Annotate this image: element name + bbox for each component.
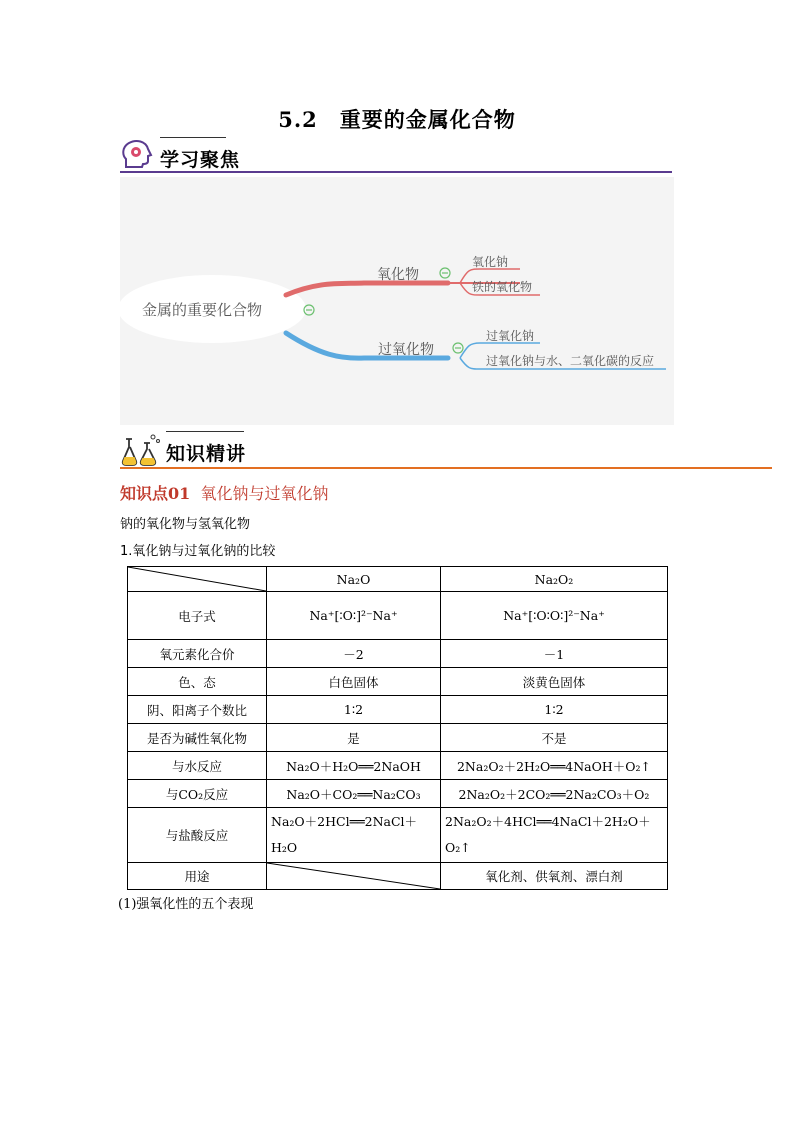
cell-value: Na₂O＋CO₂══Na₂CO₃ [267,780,441,808]
cell-value: 1∶2 [441,696,668,724]
table-row [128,696,668,724]
mindmap-root-label: 金属的重要化合物 [142,301,263,319]
header-overline [166,431,244,432]
section-rule [120,467,772,469]
row-label: 色、态 [128,668,267,696]
table-row [128,668,668,696]
page-title: 5.2 重要的金属化合物 [278,107,516,132]
column-header: Na₂O₂ [441,567,668,592]
flask-icon [120,433,162,465]
branch-line-oxides [286,283,448,295]
row-label: 阴、阳离子个数比 [128,696,267,724]
row-label: 氧元素化合价 [128,640,267,668]
section-header-knowledge [120,431,672,467]
row-label: 电子式 [128,592,267,640]
header-overline [160,137,226,138]
row-label: 用途 [128,863,267,890]
intro-line: 钠的氧化物与氢氧化物 [120,517,251,532]
collapse-icon[interactable] [440,268,450,278]
section-title: 学习聚焦 [160,149,241,171]
mindmap-leaf-iron-oxides: 铁的氧化物 [472,280,533,294]
mindmap-leaf-sodium-peroxide: 过氧化钠 [486,329,535,343]
mindmap-branch-peroxides: 过氧化物 [378,342,434,358]
section-header-study-focus [120,137,672,173]
table-row [128,780,668,808]
column-header: Na₂O [267,567,441,592]
table-header-row [128,567,668,592]
comparison-table [127,566,668,890]
table-row [128,592,668,640]
row-label: 是否为碱性氧化物 [128,724,267,752]
section-title: 知识精讲 [166,443,247,465]
cell-value: －2 [267,640,441,668]
cell-value: Na⁺[∶O∶O∶]²⁻Na⁺ [441,592,668,640]
cell-value: 1∶2 [267,696,441,724]
cell-value: 2Na₂O₂＋2H₂O══4NaOH＋O₂↑ [441,752,668,780]
cell-value: Na₂O＋2HCl══2NaCl＋H₂O [267,808,441,863]
cell-value: Na⁺[∶O∶]²⁻Na⁺ [267,592,441,640]
mindmap-branch-oxides: 氧化物 [377,267,419,283]
cell-value: Na₂O＋H₂O══2NaOH [267,752,441,780]
footer-line: (1)强氧化性的五个表现 [118,897,254,912]
table-row [128,808,668,863]
table-corner-cell [128,567,267,592]
cell-value: 氧化剂、供氧剂、漂白剂 [441,863,668,890]
empty-diagonal-cell [267,863,441,890]
row-label: 与水反应 [128,752,267,780]
mindmap-leaf-sodium-oxide: 氧化钠 [472,255,509,269]
cell-value: 是 [267,724,441,752]
mindmap-leaf-peroxide-reaction: 过氧化钠与水、二氧化碳的反应 [486,354,655,368]
table-row [128,640,668,668]
table-row [128,863,668,890]
brain-head-icon [120,139,154,171]
knowledge-point-number: 知识点01 [120,484,191,503]
mind-map [120,177,674,425]
row-label: 与CO₂反应 [128,780,267,808]
knowledge-point-name: 氧化钠与过氧化钠 [200,484,329,503]
collapse-icon[interactable] [453,343,463,353]
cell-value: －1 [441,640,668,668]
cell-value: 2Na₂O₂＋4HCl══4NaCl＋2H₂O＋O₂↑ [441,808,668,863]
knowledge-point-title [120,481,328,504]
cell-value: 不是 [441,724,668,752]
compare-heading: 1.氧化钠与过氧化钠的比较 [120,544,276,559]
row-label: 与盐酸反应 [128,808,267,863]
cell-value: 2Na₂O₂＋2CO₂══2Na₂CO₃＋O₂ [441,780,668,808]
section-rule [120,171,672,173]
cell-value: 淡黄色固体 [441,668,668,696]
cell-value: 白色固体 [267,668,441,696]
table-row [128,724,668,752]
table-row [128,752,668,780]
